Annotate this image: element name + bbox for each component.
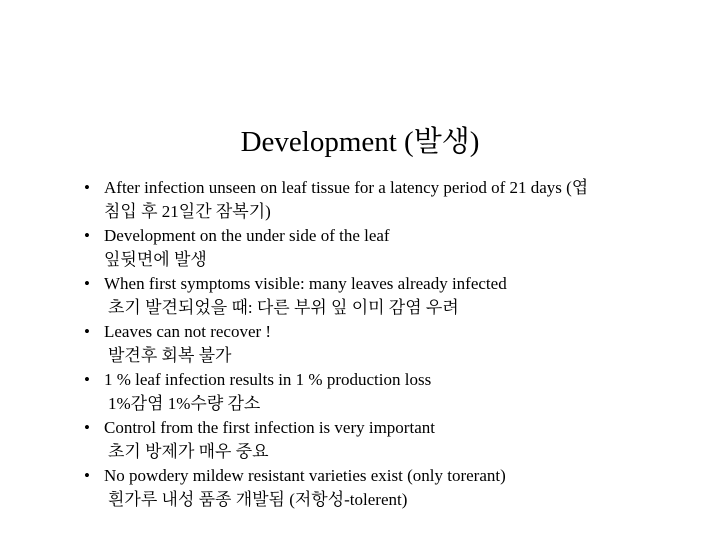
bullet-item	[0, 464, 720, 512]
bullet-dot-icon: •	[84, 178, 90, 197]
bullet-dot-icon: •	[84, 418, 90, 437]
bullet-item	[0, 416, 720, 464]
bullet-item	[0, 176, 720, 224]
slide-title: Development (발생)	[240, 126, 480, 158]
bullet-text-english: 1 % leaf infection results in 1 % production loss	[104, 370, 432, 389]
bullet-text-korean: 초기 발견되었을 때: 다른 부위 잎 이미 감염 우려	[108, 298, 459, 317]
bullet-text-english: Control from the first infection is very important	[104, 418, 435, 437]
bullet-text-english: Leaves can not recover !	[104, 322, 272, 341]
bullet-text-korean: 흰가루 내성 품종 개발됨 (저항성-tolerent)	[108, 490, 408, 509]
bullet-item	[0, 224, 720, 272]
bullet-dot-icon: •	[84, 274, 90, 293]
bullet-dot-icon: •	[84, 466, 90, 485]
bullet-dot-icon: •	[84, 226, 90, 245]
bullet-text-korean: 잎뒷면에 발생	[104, 250, 207, 269]
bullet-text-korean: 발견후 회복 불가	[108, 346, 232, 365]
bullet-text-korean: 초기 방제가 매우 중요	[108, 442, 269, 461]
bullet-item	[0, 368, 720, 416]
bullet-text-korean: 침입 후 21일간 잠복기)	[104, 202, 271, 221]
bullet-dot-icon: •	[84, 370, 90, 389]
bullet-text-english: When first symptoms visible: many leaves already infected	[104, 274, 507, 293]
bullet-text-english: No powdery mildew resistant varieties exist (only torerant)	[104, 466, 506, 485]
bullet-text-english: Development on the under side of the leaf	[104, 226, 390, 245]
bullet-text-english: After infection unseen on leaf tissue for a latency period of 21 days (엽	[104, 178, 589, 197]
bullet-list	[0, 176, 720, 512]
bullet-item	[0, 272, 720, 320]
bullet-dot-icon: •	[84, 322, 90, 341]
bullet-text-korean: 1%감염 1%수량 감소	[108, 394, 261, 413]
bullet-item	[0, 320, 720, 368]
